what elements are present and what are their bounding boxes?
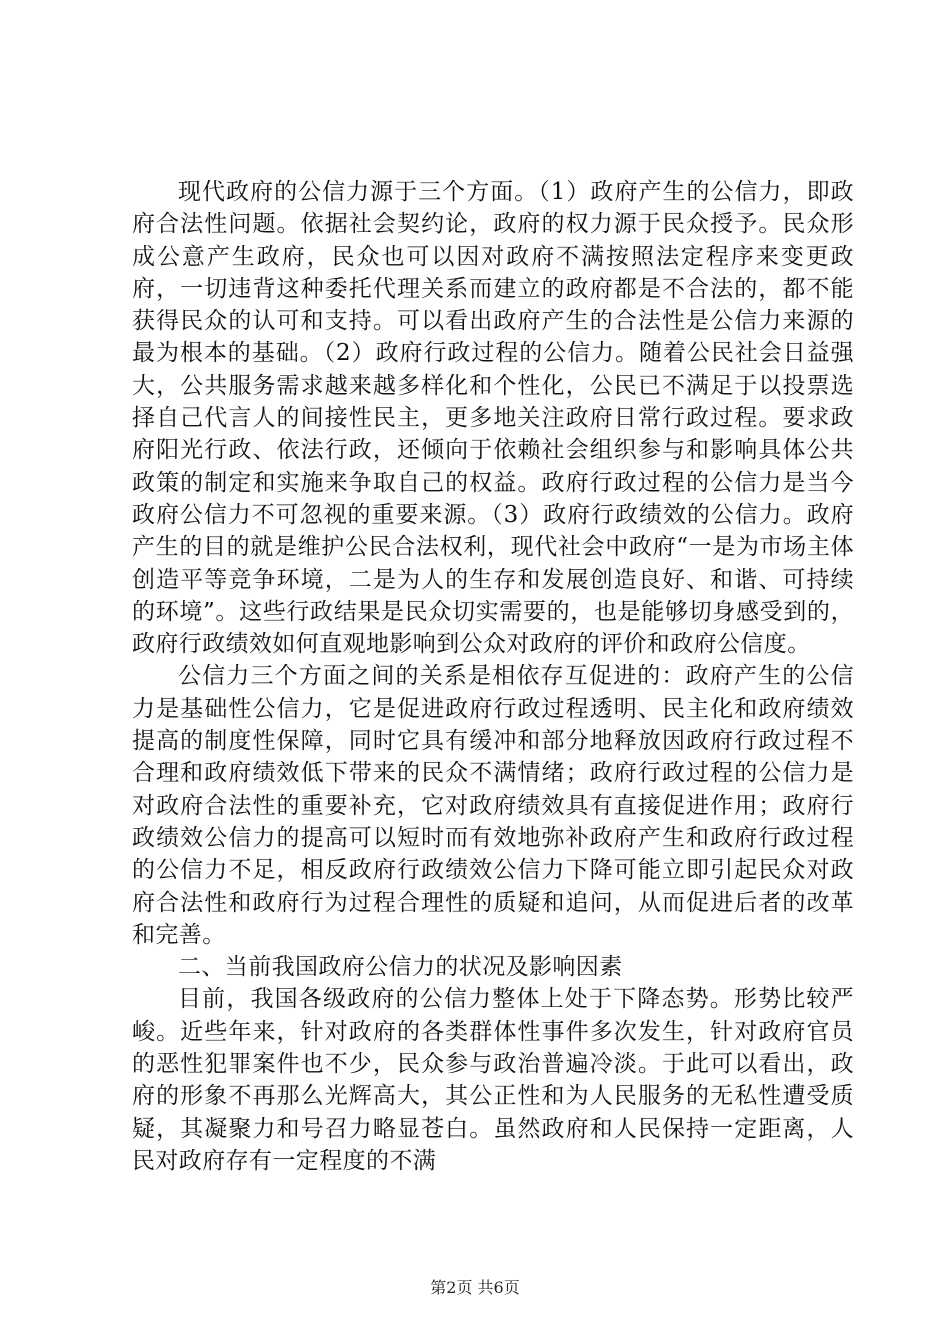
paragraph-current-situation: 目前，我国各级政府的公信力整体上处于下降态势。形势比较严峻。近些年来，针对政府的各类群体性事件多次发生，针对政府官员的恶性犯罪案件也不少，民众参与政治普遍冷淡。于此可以看出，政府的形象不再那么光辉高大，其公正性和为人民服务的无私性遭受质疑，其凝聚力和号召力略显苍白。虽然政府和人民保持一定距离，人民对政府存有一定程度的不满 xyxy=(132,986,854,1174)
page-footer xyxy=(0,1275,950,1298)
section-heading: 二、当前我国政府公信力的状况及影响因素 xyxy=(178,954,623,981)
page-number-label: 第2页 共6页 xyxy=(430,1278,520,1297)
document-body xyxy=(132,176,854,1177)
paragraph-relationship: 公信力三个方面之间的关系是相依存互促进的：政府产生的公信力是基础性公信力，它是促进政府行政过程透明、民主化和政府绩效提高的制度性保障，同时它具有缓冲和部分地释放因政府行政过程不合理和政府绩效低下带来的民众不满情绪；政府行政过程的公信力是对政府合法性的重要补充，它对政府绩效具有直接促进作用；政府行政绩效公信力的提高可以短时而有效地弥补政府产生和政府行政过程的公信力不足，相反政府行政绩效公信力下降可能立即引起民众对政府合法性和政府行为过程合理性的质疑和追问，从而促进后者的改革和完善。 xyxy=(132,663,854,948)
paragraph-sources-of-credibility: 现代政府的公信力源于三个方面。（1）政府产生的公信力，即政府合法性问题。依据社会契约论，政府的权力源于民众授予。民众形成公意产生政府，民众也可以因对政府不满按照法定程序来变更政府，一切违背这种委托代理关系而建立的政府都是不合法的，都不能获得民众的认可和支持。可以看出政府产生的合法性是公信力来源的最为根本的基础。（2）政府行政过程的公信力。随着公民社会日益强大，公共服务需求越来越多样化和个性化，公民已不满足于以投票选择自己代言人的间接性民主，更多地关注政府日常行政过程。要求政府阳光行政、依法行政，还倾向于依赖社会组织参与和影响具体公共政策的制定和实施来争取自己的权益。政府行政过程的公信力是当今政府公信力不可忽视的重要来源。（3）政府行政绩效的公信力。政府产生的目的就是维护公民合法权利，现代社会中政府“一是为市场主体创造平等竞争环境，二是为人的生存和发展创造良好、和谐、可持续的环境”。这些行政结果是民众切实需要的，也是能够切身感受到的，政府行政绩效如何直观地影响到公众对政府的评价和政府公信度。 xyxy=(132,179,854,658)
